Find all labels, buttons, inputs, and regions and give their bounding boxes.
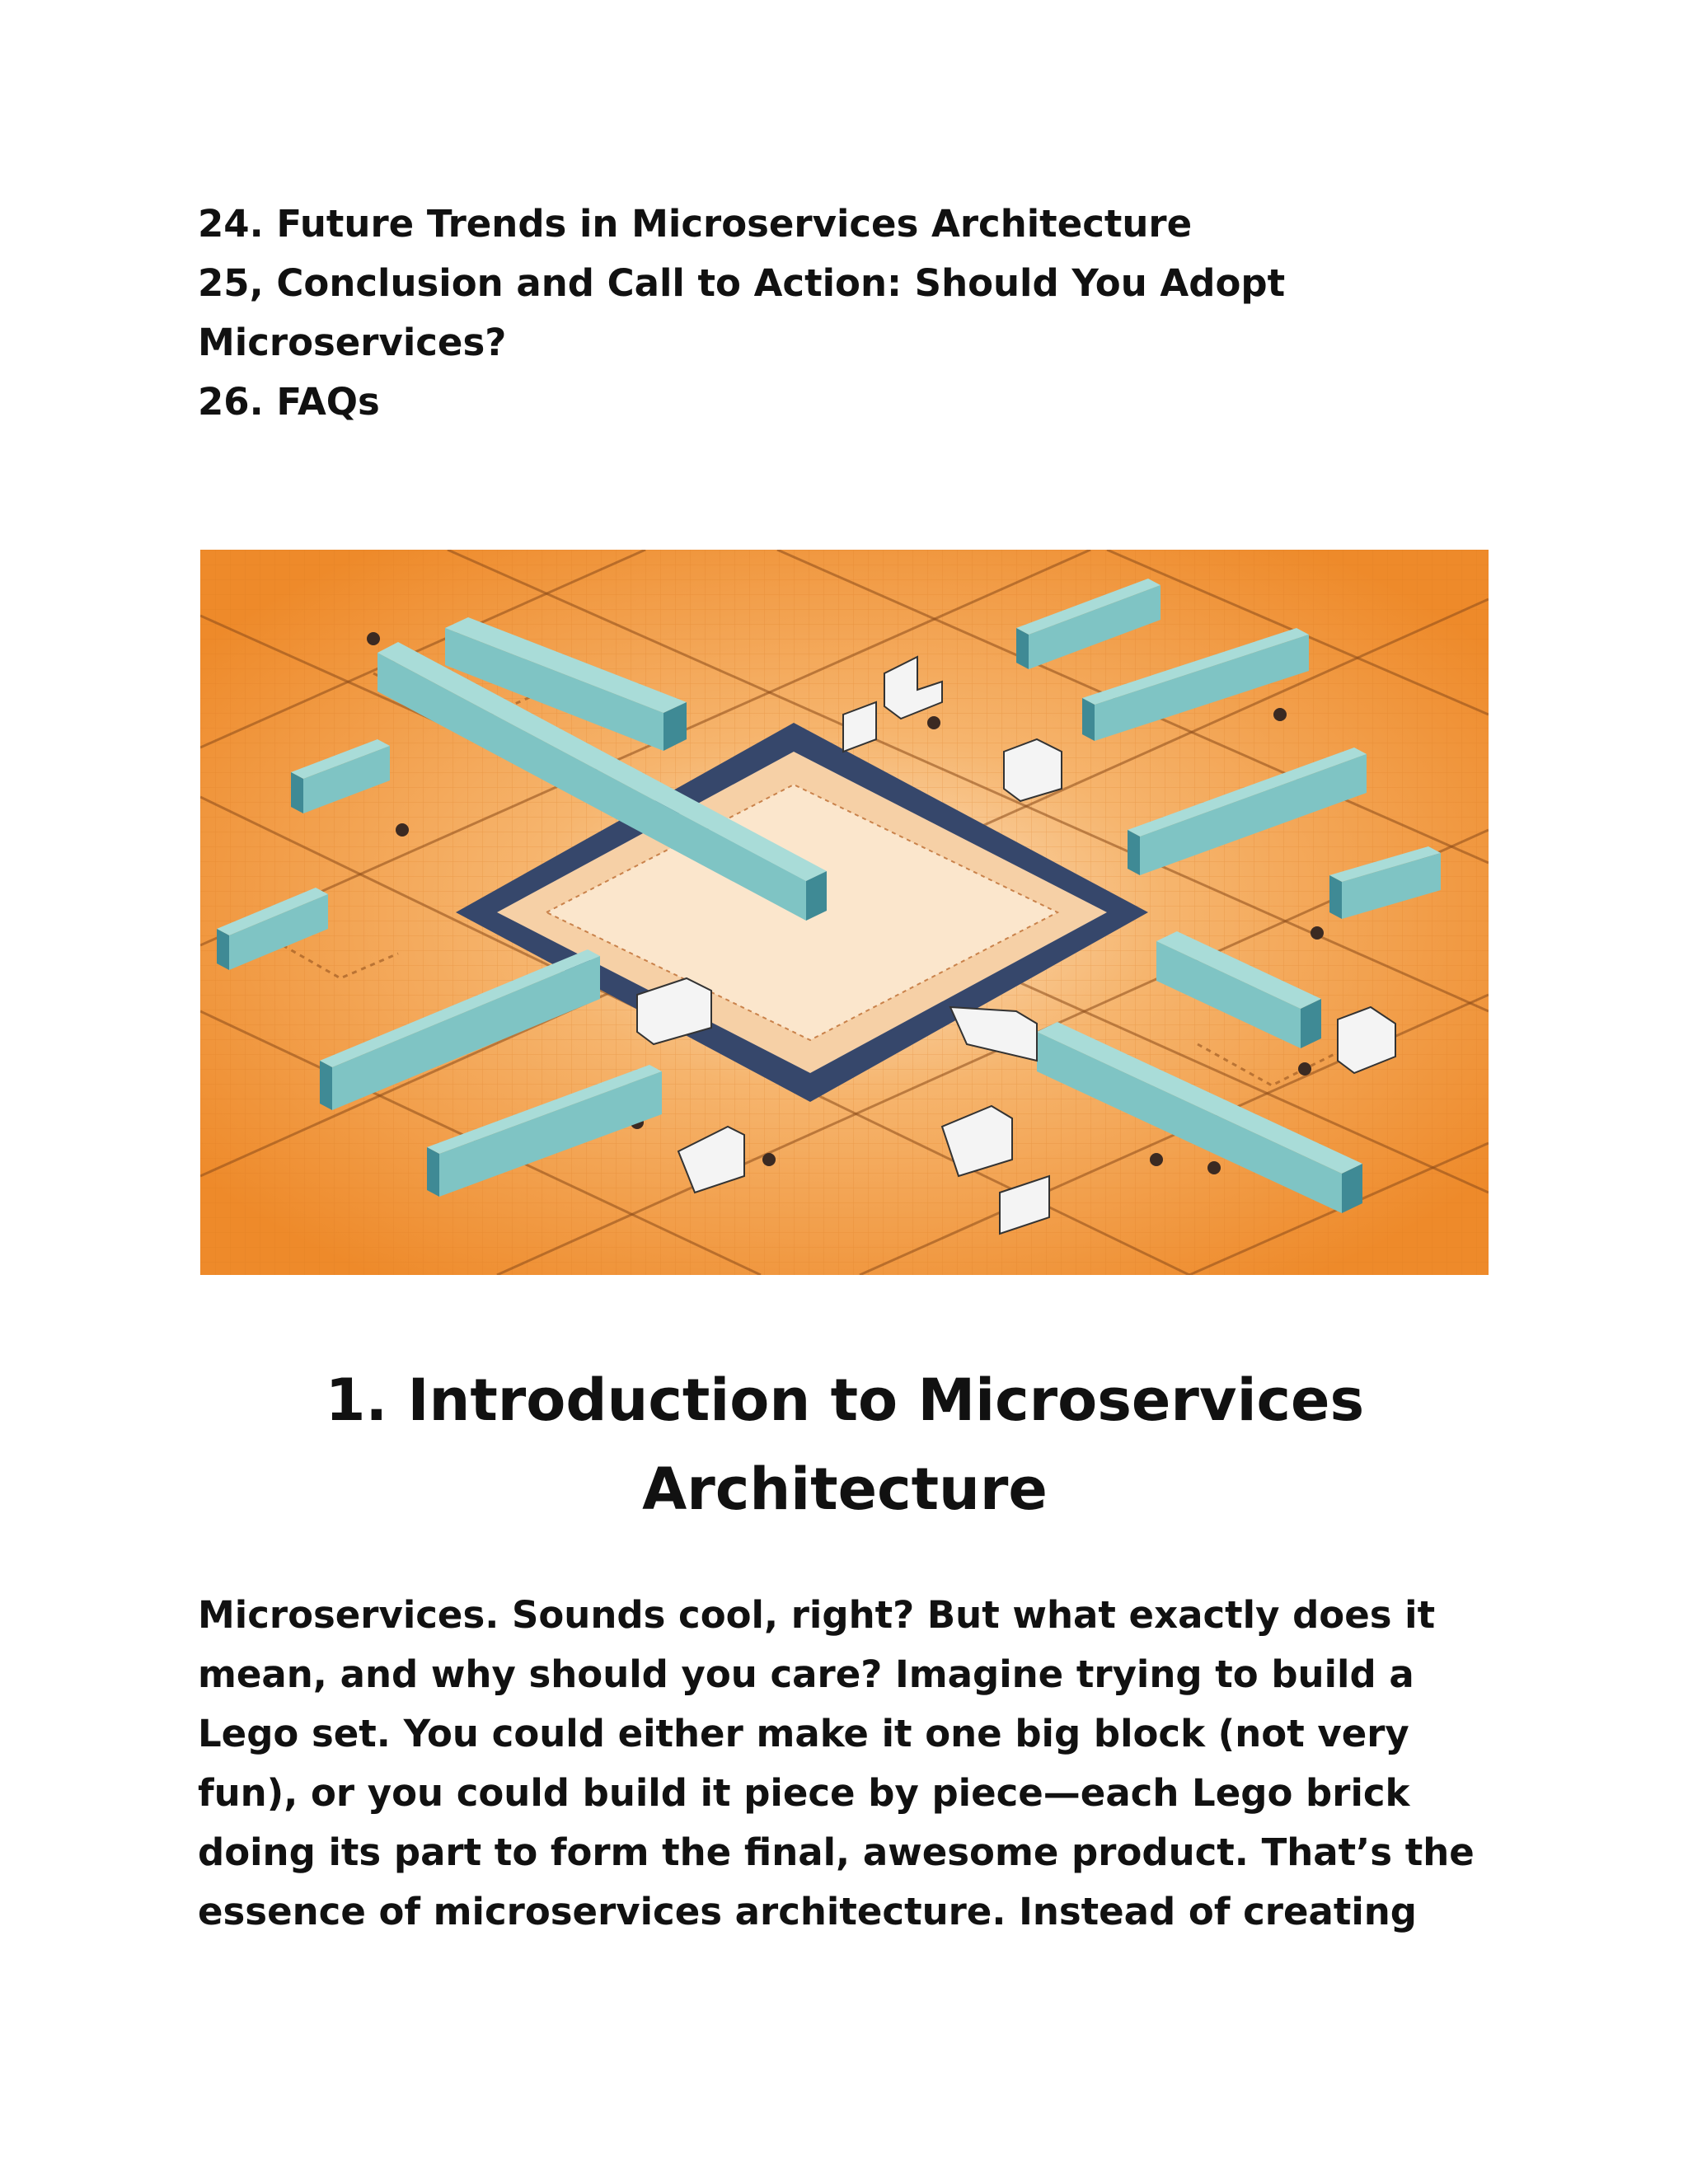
- paragraph-line: fun), or you could build it piece by piece—each Lego brick: [198, 1771, 1410, 1815]
- table-of-contents: [198, 194, 1492, 432]
- paragraph-line: mean, and why should you care? Imagine trying to build a: [198, 1652, 1414, 1696]
- microservices-illustration: [200, 550, 1489, 1275]
- toc-item-25[interactable]: 25, Conclusion and Call to Action: Should You Adopt Microservices?: [198, 261, 1286, 364]
- section-title: 1. Introduction to Microservices Architecture: [325, 1366, 1365, 1523]
- paragraph-line: Microservices. Sounds cool, right? But what exactly does it: [198, 1593, 1436, 1637]
- toc-item-26[interactable]: 26. FAQs: [198, 380, 380, 424]
- intro-paragraph: [198, 1586, 1492, 1942]
- paragraph-line: essence of microservices architecture. Instead of creating: [198, 1890, 1418, 1933]
- paragraph-line: Lego set. You could either make it one big block (not very: [198, 1712, 1409, 1755]
- toc-item-24[interactable]: 24. Future Trends in Microservices Architecture: [198, 202, 1193, 246]
- paragraph-line: doing its part to form the final, awesome product. That’s the: [198, 1830, 1475, 1874]
